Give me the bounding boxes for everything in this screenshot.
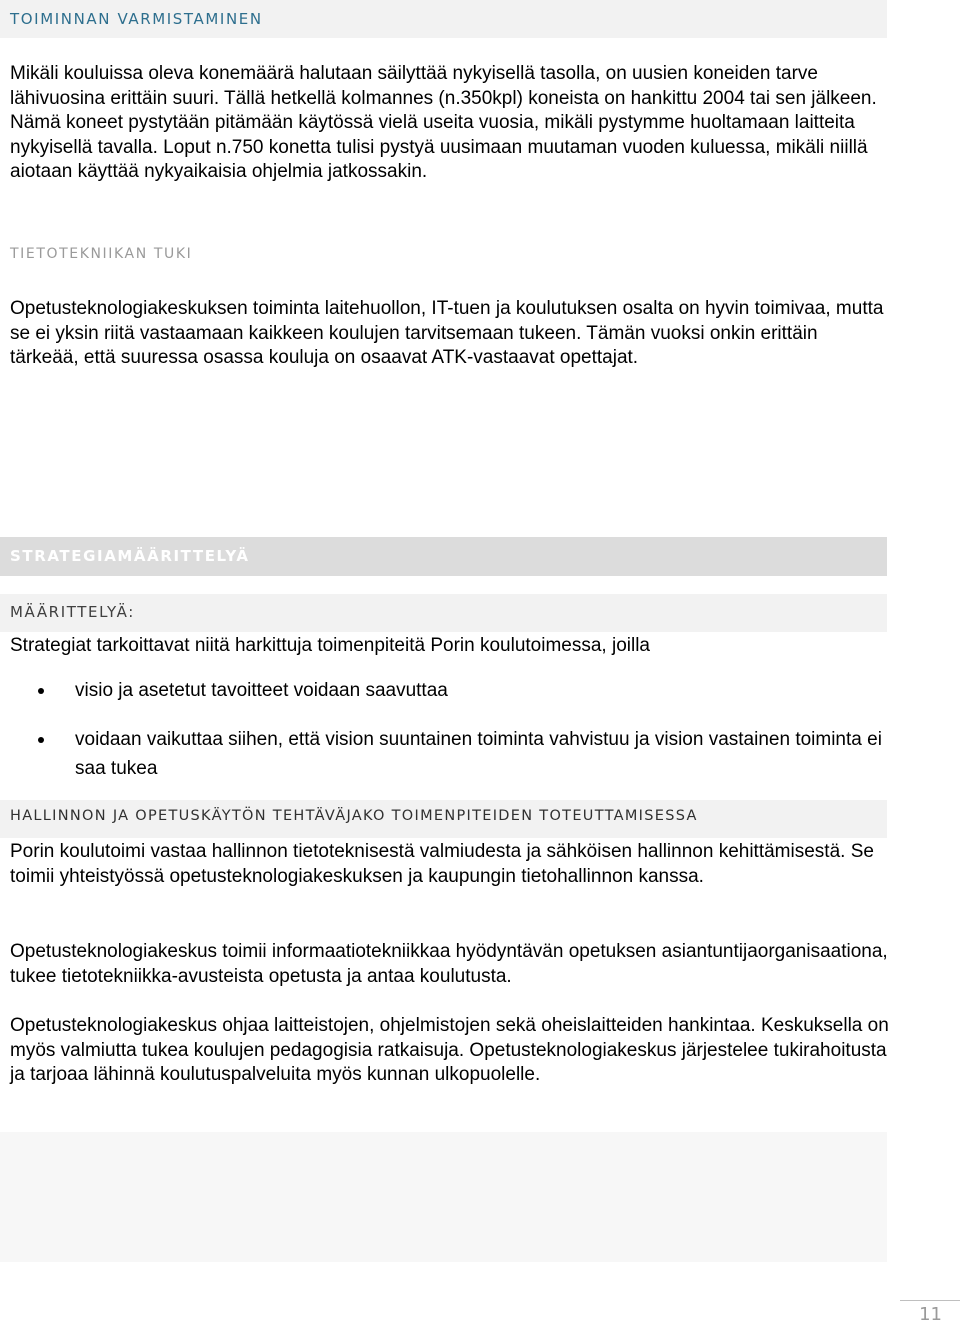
paragraph-toiminnan: Mikäli kouluissa oleva konemäärä halutaan säilyttää nykyisellä tasolla, on uusien koneiden tarve lähivuosina erittäin suuri. Tällä hetkellä kolmannes (n.350kpl) koneista on hankittu 2004 tai sen jälkeen. Nämä koneet pystytään pitämään käytössä vielä useita vuosia, mikäli pystymme huoltamaan laitteita nykyisellä tavalla. Loput n.750 konetta tulisi pystyä uusimaan muutaman vuoden kuluessa, mikäli niillä aiotaan käyttää nykyaikaisia ohjelmia jatkossakin.: [10, 63, 877, 182]
list-item-text: voidaan vaikuttaa siihen, että vision suuntainen toiminta vahvistuu ja vision vastainen toiminta ei saa tukea: [75, 729, 882, 779]
bullet-icon: [38, 737, 44, 743]
paragraph-tuki: Opetusteknologiakeskuksen toiminta laitehuollon, IT-tuen ja koulutuksen osalta on hyvin toimivaa, mutta se ei yksin riitä vastaamaan kaikkeen koulujen tarvitsemaan tukeen. Tämän vuoksi onkin erittäin tärkeää, että suuressa osassa kouluja on osaavat ATK-vastaavat opettajat.: [10, 298, 884, 368]
paragraph-hallinto-3: Opetusteknologiakeskus ohjaa laitteistojen, ohjelmistojen sekä oheislaitteiden hankintaa. Keskuksella on myös valmiutta tukea koulujen pedagogisia ratkaisuja. Opetusteknologiakeskus järjestelee tukirahoitusta ja tarjoaa lähinnä koulutuspalveluita myös kunnan ulkopuolelle.: [10, 1015, 889, 1085]
bullet-list: [0, 676, 890, 783]
list-item: [0, 676, 890, 705]
page-number: 11: [919, 1304, 942, 1325]
section-heading-toiminnan: TOIMINNAN VARMISTAMINEN: [10, 10, 263, 28]
paragraph-hallinto-2: Opetusteknologiakeskus toimii informaatiotekniikkaa hyödyntävän opetuksen asiantuntijaorganisaationa, tukee tietotekniikka-avusteista opetusta ja antaa koulutusta.: [10, 941, 888, 987]
footer-rule: [900, 1300, 960, 1301]
list-item-text: visio ja asetetut tavoitteet voidaan saavuttaa: [75, 680, 448, 701]
bullet-icon: [38, 688, 44, 694]
section-heading-tuki: TIETOTEKNIIKAN TUKI: [10, 246, 193, 262]
subheading-maarittelya: MÄÄRITTELYÄ:: [10, 603, 135, 621]
empty-box: [0, 1132, 887, 1262]
subheading-hallinto: HALLINNON JA OPETUSKÄYTÖN TEHTÄVÄJAKO TOIMENPITEIDEN TOTEUTTAMISESSA: [10, 808, 698, 824]
list-item: [0, 725, 890, 783]
section-heading-strategia: STRATEGIAMÄÄRITTELYÄ: [10, 547, 250, 565]
paragraph-hallinto-1: Porin koulutoimi vastaa hallinnon tietoteknisestä valmiudesta ja sähköisen hallinnon kehittämisestä. Se toimii yhteistyössä opetusteknologiakeskuksen ja kaupungin tietohallinnon kanssa.: [10, 841, 874, 887]
paragraph-strategia-intro: Strategiat tarkoittavat niitä harkittuja toimenpiteitä Porin koulutoimessa, joilla: [10, 635, 650, 656]
